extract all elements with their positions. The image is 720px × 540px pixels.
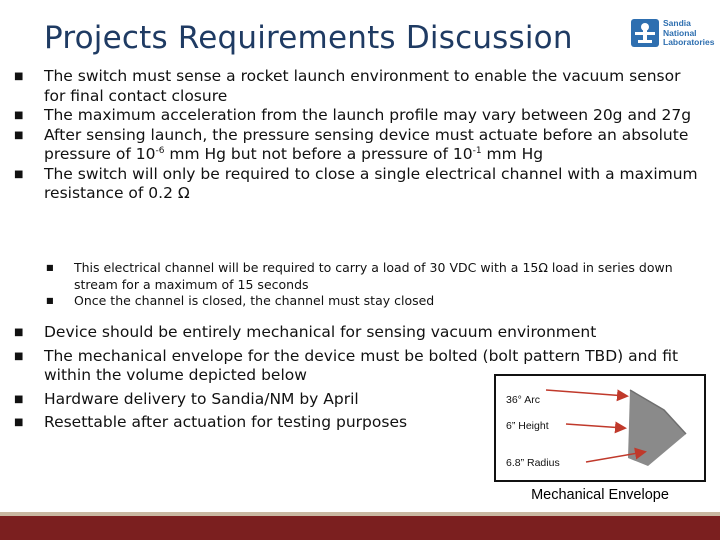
square-bullet-icon: ■	[14, 129, 24, 141]
pressure-text-after: mm Hg	[481, 145, 544, 163]
logo-line-2: National	[663, 27, 697, 38]
logo-line-1: Sandia	[663, 18, 691, 28]
bullet-list-main	[12, 67, 702, 204]
bullet-text: Resettable after actuation for testing purposes	[44, 413, 408, 431]
sub-bullet-text: Once the channel is closed, the channel must stay closed	[74, 293, 435, 308]
logo-line-3: Laboratories	[663, 37, 715, 47]
pressure-text-before: After sensing launch, the pressure sensing device must actuate before an absolute pressure of 10	[44, 125, 689, 163]
square-bullet-icon: ■	[14, 110, 24, 121]
bullet-item	[12, 67, 702, 106]
bullet-text: The mechanical envelope for the device must be bolted (bolt pattern TBD) and fit within the volume depicted below	[44, 346, 679, 384]
bullet-text: Hardware delivery to Sandia/NM by April	[44, 389, 359, 408]
square-bullet-icon: ■	[14, 168, 24, 180]
bullet-item	[12, 323, 702, 343]
sub-bullet-text: This electrical channel will be required to carry a load of 30 VDC with a 15Ω load in series down stream for a maximum of 15 seconds	[74, 260, 673, 292]
sandia-thunderbird-icon	[630, 18, 660, 48]
height-arrow	[566, 424, 624, 428]
sandia-logo	[630, 16, 715, 56]
logo-text	[663, 18, 715, 48]
square-bullet-icon: ■	[14, 393, 24, 405]
slide-title: Projects Requirements Discussion	[44, 20, 573, 56]
pressure-exponent-1: -6	[155, 145, 165, 156]
sub-bullet-item	[44, 260, 704, 293]
bullet-list-sub	[44, 260, 704, 310]
bullet-item	[12, 126, 702, 165]
bullet-text: The switch will only be required to close a single electrical channel with a maximum resistance of 0.2 Ω	[44, 164, 698, 202]
height-label: 6” Height	[506, 420, 549, 432]
square-bullet-icon: ■	[14, 417, 24, 428]
bullet-text: Device should be entirely mechanical for sensing vacuum environment	[44, 323, 597, 341]
radius-label: 6.8” Radius	[506, 457, 560, 469]
sub-bullet-item	[44, 293, 704, 310]
footer-stripe	[0, 512, 720, 540]
bullet-text: The switch must sense a rocket launch environment to enable the vacuum sensor for final contact closure	[44, 67, 681, 105]
arc-label: 36° Arc	[506, 394, 540, 406]
pressure-exponent-2: -1	[472, 145, 482, 156]
bullet-text: The maximum acceleration from the launch profile may vary between 20g and 27g	[44, 106, 692, 124]
square-bullet-icon: ■	[14, 327, 24, 338]
square-bullet-icon: ■	[46, 263, 54, 272]
pressure-text-middle: mm Hg but not before a pressure of 10	[164, 145, 473, 163]
square-bullet-icon: ■	[46, 296, 54, 305]
square-bullet-icon: ■	[14, 71, 24, 82]
square-bullet-icon: ■	[14, 350, 24, 362]
envelope-shape	[628, 390, 686, 466]
footer-band-dark	[0, 516, 720, 540]
arc-arrow	[546, 390, 626, 396]
figure-caption: Mechanical Envelope	[531, 487, 669, 503]
bullet-item	[12, 165, 702, 204]
bullet-item	[12, 106, 702, 126]
mechanical-envelope-figure	[494, 374, 706, 482]
bullet-text-pressure	[44, 126, 702, 165]
